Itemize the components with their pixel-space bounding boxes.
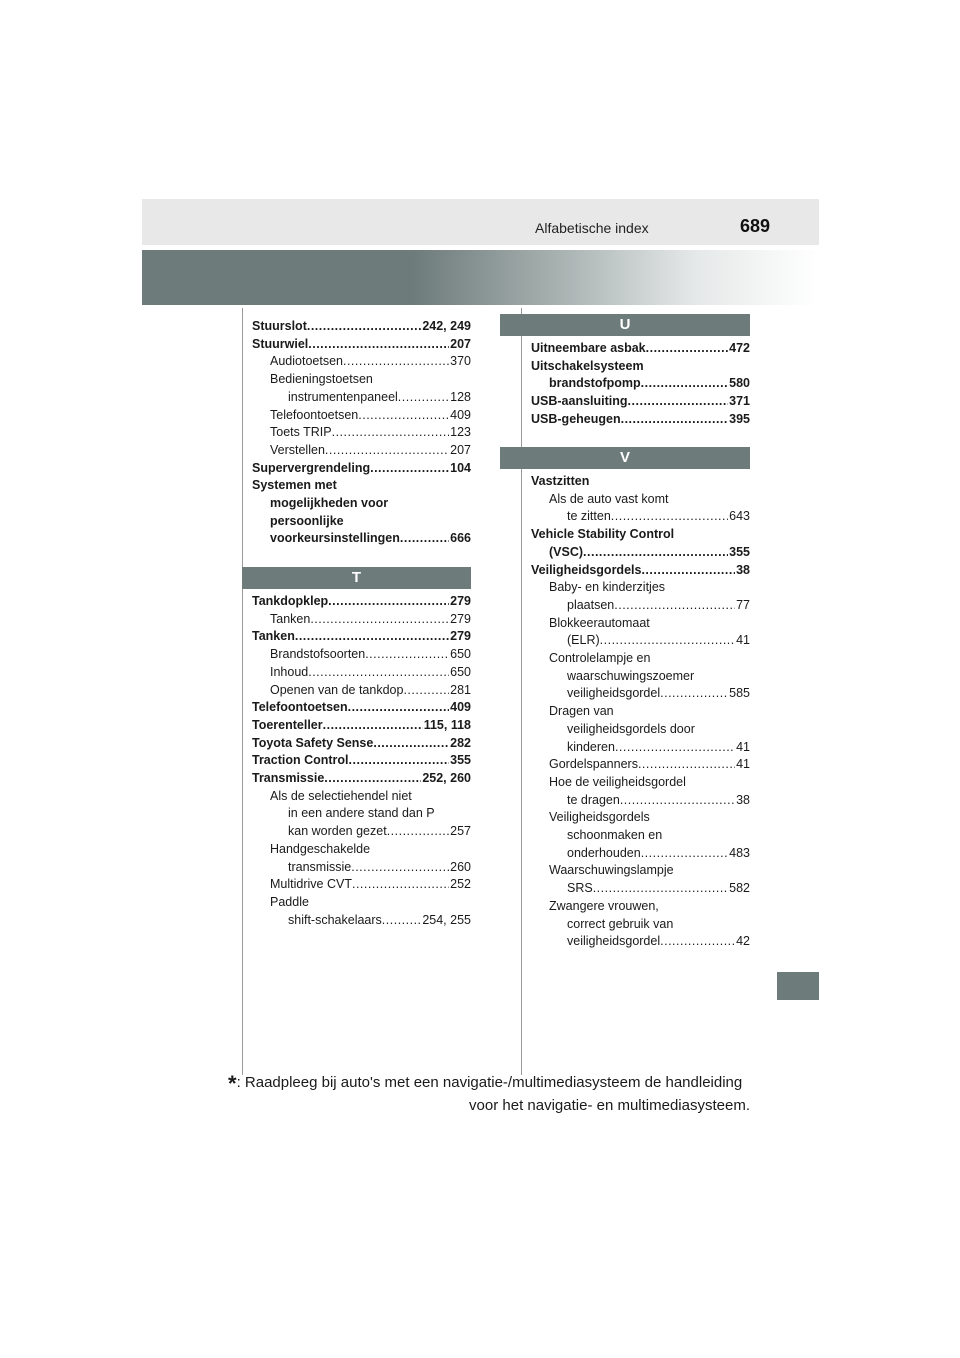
index-term: Tanken (252, 629, 295, 644)
dot-leader (351, 859, 449, 877)
index-term: Stuurslot (252, 319, 307, 333)
index-column-right-u (531, 340, 750, 429)
index-term: kinderen (567, 739, 615, 754)
index-term: voorkeursinstellingen (270, 531, 400, 546)
index-page-ref: 207 (450, 336, 471, 351)
index-entry-text: Waarschuwingslampje (549, 863, 674, 878)
index-entry (252, 699, 471, 717)
index-entry (252, 770, 471, 788)
index-entry (531, 756, 750, 774)
index-term: transmissie (288, 859, 352, 874)
dot-leader (398, 389, 449, 407)
index-page-ref: 42 (736, 934, 750, 949)
dot-leader (641, 375, 728, 393)
index-term: (VSC) (549, 544, 584, 559)
index-term: Uitneembare asbak (531, 341, 646, 355)
dot-leader (332, 424, 450, 442)
index-group-t (252, 593, 471, 929)
index-page-ref: 355 (729, 544, 750, 559)
index-term: Tankdopklep (252, 594, 329, 608)
section-header-u: U (500, 314, 750, 336)
index-page-ref: 409 (450, 700, 471, 715)
column-divider-middle (521, 308, 522, 1075)
index-entry (531, 340, 750, 358)
index-page-ref: 38 (736, 562, 750, 577)
dot-leader (328, 593, 449, 611)
index-column-left (252, 318, 471, 548)
dot-leader (583, 544, 728, 562)
column-divider-left (242, 308, 243, 1075)
index-entry (531, 544, 750, 562)
index-page-ref: 643 (729, 509, 750, 524)
index-entry (531, 508, 750, 526)
index-entry-text: Vehicle Stability Control (531, 527, 675, 542)
index-term: Telefoontoetsen (270, 407, 359, 422)
index-term: USB-aansluiting (531, 394, 628, 409)
index-term: shift-schakelaars (288, 912, 382, 927)
index-entry (252, 823, 471, 841)
index-page-ref: 371 (729, 394, 750, 409)
index-entry (531, 375, 750, 393)
dot-leader (615, 739, 735, 757)
dot-leader (358, 407, 449, 425)
index-entry-text: waarschuwingszoemer (567, 668, 695, 683)
index-entry (252, 735, 471, 753)
index-entry-text: Zwangere vrouwen, (549, 898, 659, 913)
header-gradient-bar (142, 250, 819, 305)
index-entry (531, 597, 750, 615)
index-page-ref: 409 (450, 407, 471, 422)
index-entry (531, 632, 750, 650)
index-entry-text: persoonlijke (270, 513, 344, 528)
index-entry (531, 845, 750, 863)
index-entry (252, 407, 471, 425)
index-term: te dragen (567, 792, 620, 807)
dot-leader (308, 664, 449, 682)
index-term: Tanken (270, 611, 311, 626)
index-entry (252, 353, 471, 371)
header-band (142, 199, 819, 245)
index-entry-text: Uitschakelsysteem (531, 358, 644, 373)
index-term: Inhoud (270, 664, 309, 679)
index-term: SRS (567, 881, 593, 896)
page-title: Alfabetische index (535, 220, 649, 236)
index-page-ref: 41 (736, 633, 750, 648)
dot-leader (343, 353, 449, 371)
index-page-ref: 257 (450, 824, 471, 839)
footnote-line-1: : Raadpleeg bij auto's met een navigatie-/multimediasysteem de handleiding (236, 1074, 743, 1091)
index-page-ref: 104 (450, 460, 471, 475)
index-page-ref: 279 (450, 611, 471, 626)
dot-leader (308, 336, 449, 354)
index-term: Toyota Safety Sense (252, 735, 374, 750)
index-term: (ELR) (567, 633, 600, 648)
index-page-ref: 115, 118 (423, 717, 471, 732)
index-term: veiligheidsgordel (567, 686, 661, 701)
index-term: Stuurwiel (252, 336, 309, 351)
index-entry (252, 530, 471, 548)
index-entry-text: Controlelampje en (549, 651, 651, 666)
index-page-ref: 580 (729, 376, 750, 391)
footnote-marker: * (228, 1071, 237, 1096)
dot-leader (349, 752, 450, 770)
index-page-ref: 252 (450, 877, 471, 892)
dot-leader (641, 562, 735, 580)
index-term: Verstellen (270, 442, 325, 457)
index-entry-text: schoonmaken en (567, 828, 663, 843)
index-term: kan worden gezet (288, 824, 387, 839)
dot-leader (620, 792, 735, 810)
page-number: 689 (740, 216, 771, 236)
index-page-ref: 38 (736, 792, 750, 807)
index-term: brandstofpomp (549, 376, 641, 391)
index-page-ref: 650 (450, 664, 471, 679)
index-entry (252, 628, 471, 646)
index-entry-text: Handgeschakelde (270, 841, 371, 856)
index-term: Brandstofsoorten (270, 647, 366, 662)
index-entry (252, 336, 471, 354)
footnote-line-2: voor het navigatie- en multimediasysteem. (469, 1097, 750, 1114)
index-entry-text: in een andere stand dan P (288, 806, 435, 821)
dot-leader (660, 933, 735, 951)
dot-leader (352, 876, 449, 894)
index-entry (252, 424, 471, 442)
index-page-ref: 254, 255 (422, 912, 471, 927)
index-page-ref: 207 (450, 442, 471, 457)
dot-leader (593, 880, 728, 898)
dot-leader (611, 508, 728, 526)
dot-leader (365, 646, 449, 664)
index-term: plaatsen (567, 597, 615, 612)
index-term: Gordelspanners (549, 757, 638, 772)
dot-leader (387, 823, 449, 841)
index-page-ref: 281 (450, 682, 471, 697)
index-page-ref: 582 (729, 881, 750, 896)
index-term: Traction Control (252, 753, 349, 768)
index-page-ref: 41 (736, 739, 750, 754)
index-entry (531, 393, 750, 411)
index-entry (252, 876, 471, 894)
dot-leader (295, 628, 449, 646)
index-page-ref: 483 (729, 845, 750, 860)
dot-leader (370, 460, 449, 478)
index-entry (531, 792, 750, 810)
index-entry (252, 664, 471, 682)
index-page-ref: 41 (736, 757, 750, 772)
index-page-ref: 666 (450, 531, 471, 546)
index-page-ref: 650 (450, 647, 471, 662)
index-term: veiligheidsgordel (567, 934, 661, 949)
index-term: instrumentenpaneel (288, 389, 398, 404)
index-term: USB-geheugen (531, 411, 621, 426)
index-term: Multidrive CVT (270, 877, 352, 892)
dot-leader (403, 682, 449, 700)
index-term: Toets TRIP (270, 425, 332, 440)
dot-leader (638, 756, 735, 774)
index-entry-text: mogelijkheden voor (270, 496, 389, 511)
footnote (228, 1072, 750, 1117)
index-page-ref: 252, 260 (422, 771, 471, 786)
index-term: te zitten (567, 509, 611, 524)
index-column-right-v (531, 473, 750, 951)
index-entry (531, 933, 750, 951)
index-term: Openen van de tankdop (270, 682, 404, 697)
index-entry (252, 859, 471, 877)
index-entry (531, 880, 750, 898)
index-term: Veiligheidsgordels (531, 562, 642, 577)
index-entry (252, 318, 471, 336)
index-page-ref: 282 (450, 735, 471, 750)
index-page-ref: 370 (450, 354, 471, 369)
dot-leader (382, 912, 422, 930)
index-page-ref: 395 (729, 411, 750, 426)
index-page-ref: 123 (450, 425, 471, 440)
index-entry (252, 611, 471, 629)
dot-leader (325, 442, 449, 460)
dot-leader (641, 845, 728, 863)
index-entry (531, 685, 750, 703)
index-term: Supervergrendeling (252, 460, 371, 475)
index-group-v (531, 473, 750, 951)
index-entry-text: Paddle (270, 894, 309, 909)
section-header-t: T (242, 567, 471, 589)
index-entry-text: Blokkeerautomaat (549, 615, 650, 630)
index-entry-text: Systemen met (252, 478, 337, 493)
index-entry (252, 682, 471, 700)
index-entry (252, 593, 471, 611)
chapter-tab (777, 972, 819, 1000)
index-entry (252, 752, 471, 770)
index-group-s (252, 318, 471, 548)
index-entry (252, 460, 471, 478)
index-term: Transmissie (252, 771, 325, 786)
index-entry (252, 912, 471, 930)
index-entry (531, 562, 750, 580)
index-entry (252, 646, 471, 664)
index-entry-text: Vastzitten (531, 474, 590, 488)
dot-leader (307, 318, 421, 336)
index-column-left-t (252, 593, 471, 929)
dot-leader (373, 735, 449, 753)
index-page-ref: 242, 249 (422, 319, 471, 333)
index-term: Toerenteller (252, 717, 323, 732)
index-entry-text: Veiligheidsgordels (549, 810, 650, 825)
index-page-ref: 260 (450, 859, 471, 874)
dot-leader (660, 685, 728, 703)
index-entry-text: Als de auto vast komt (549, 491, 669, 506)
index-page-ref: 585 (729, 686, 750, 701)
index-entry (252, 717, 471, 735)
index-page-ref: 279 (450, 594, 471, 608)
index-entry-text: Hoe de veiligheidsgordel (549, 774, 686, 789)
index-term: onderhouden (567, 845, 641, 860)
index-entry-text: Bedieningstoetsen (270, 372, 373, 387)
index-entry (252, 389, 471, 407)
dot-leader (310, 611, 449, 629)
index-page-ref: 279 (450, 629, 471, 644)
index-term: Audiotoetsen (270, 354, 343, 369)
index-group-u (531, 340, 750, 429)
index-term: Telefoontoetsen (252, 700, 348, 715)
section-header-v: V (500, 447, 750, 469)
index-entry-text: Dragen van (549, 704, 614, 719)
dot-leader (400, 530, 449, 548)
index-page-ref: 128 (450, 389, 471, 404)
dot-leader (323, 717, 423, 735)
index-page-ref: 77 (736, 597, 750, 612)
index-entry (531, 739, 750, 757)
dot-leader (324, 770, 421, 788)
index-entry (252, 442, 471, 460)
index-entry-text: Baby- en kinderzitjes (549, 580, 666, 595)
dot-leader (628, 393, 729, 411)
dot-leader (621, 411, 729, 429)
dot-leader (614, 597, 735, 615)
dot-leader (600, 632, 735, 650)
index-page-ref: 355 (450, 753, 471, 768)
index-page-ref: 472 (729, 341, 750, 355)
index-entry (531, 411, 750, 429)
index-entry-text: veiligheidsgordels door (567, 721, 695, 736)
dot-leader (348, 699, 450, 717)
index-entry-text: Als de selectiehendel niet (270, 788, 412, 803)
index-entry-text: correct gebruik van (567, 916, 674, 931)
dot-leader (646, 340, 729, 358)
